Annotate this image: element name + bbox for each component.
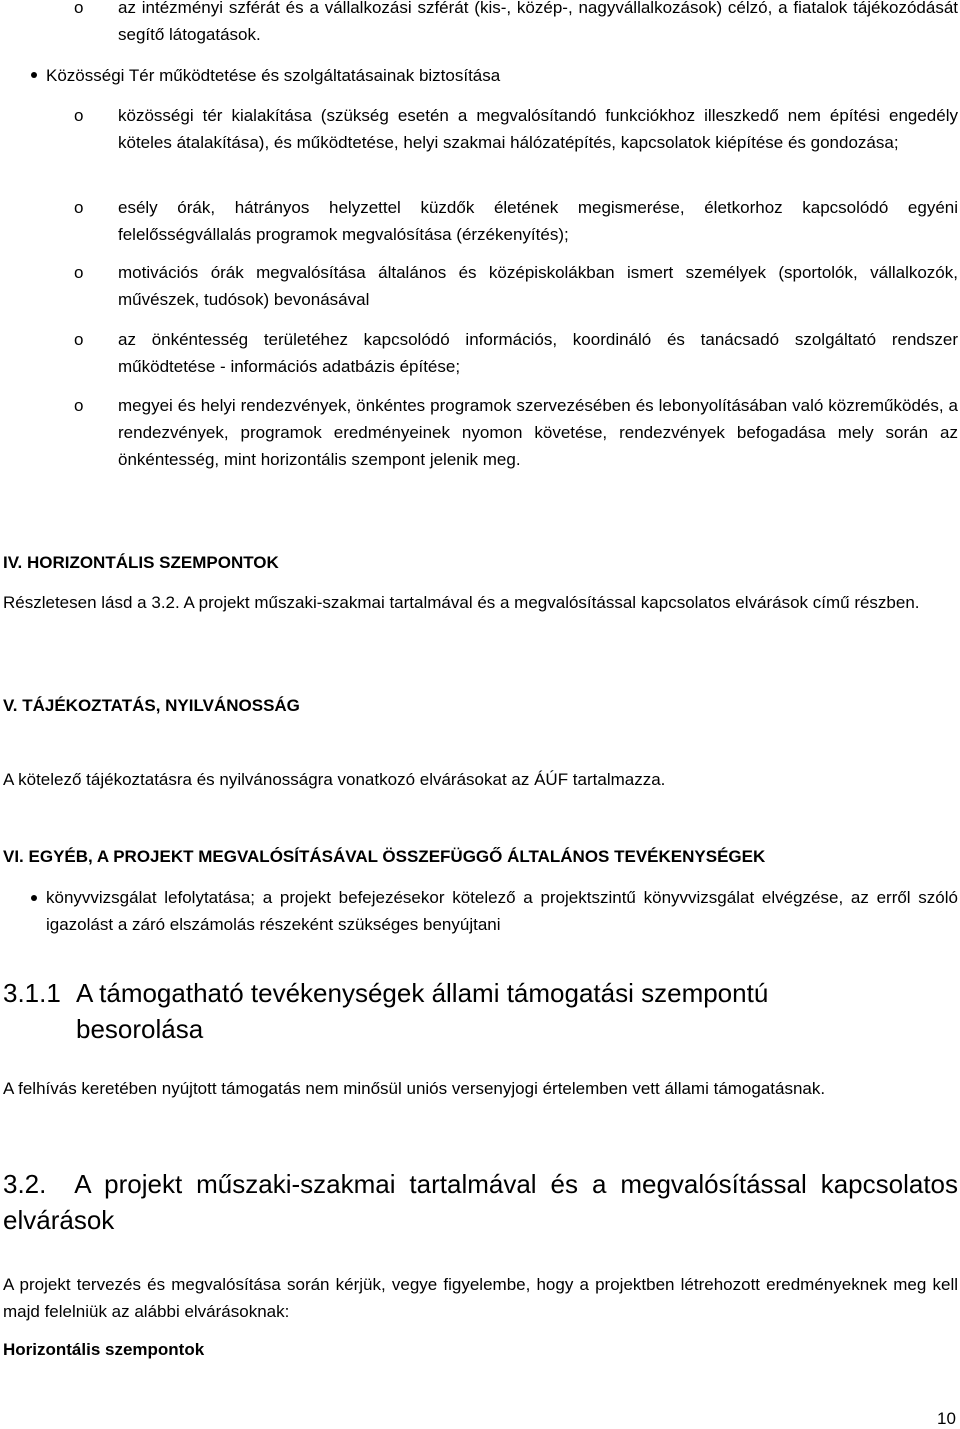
bullet-dot	[31, 72, 37, 78]
section-311-text: A felhívás keretében nyújtott támogatás nem minősül uniós versenyjogi értelemben vett állami támogatásnak.	[3, 1079, 826, 1098]
list-marker-o: o	[74, 330, 84, 349]
page-number: 10	[937, 1409, 956, 1428]
list-marker-o: o	[74, 198, 84, 217]
list-marker-o: o	[74, 106, 84, 125]
list-item-onkentesseg: az önkéntesség területéhez kapcsolódó információs, koordináló és tanácsadó szolgáltató rendszer működtetése - információs adatbázis építése;	[118, 330, 958, 376]
section-v-heading: V. TÁJÉKOZTATÁS, NYILVÁNOSSÁG	[3, 696, 300, 715]
section-32-heading	[3, 1166, 958, 1238]
list-item-fiatalok: az intézményi szférát és a vállalkozási szférát (kis-, közép-, nagyvállalkozások) célzó, a fiatalok tájékozódását segítő látogatások.	[118, 0, 958, 44]
bullet-dot	[31, 895, 37, 901]
list-item-rendezvenyek: megyei és helyi rendezvények, önkéntes programok szervezésében és lebonyolításában való közreműködés, a rendezvények, programok eredményeinek nyomon követése, rendezvények befogadása mely során az önkéntesség, mint horizontális szempont jelenik meg.	[118, 396, 958, 469]
section-32-title: A projekt műszaki-szakmai tartalmával és a megvalósítással kapcsolatos elvárások	[3, 1169, 959, 1235]
section-311-number: 3.1.1	[3, 978, 61, 1008]
section-vi-bullet: könyvvizsgálat lefolytatása; a projekt befejezésekor kötelező a projektszintű könyvvizsgálat elvégzése, az erről szóló igazolást a záró elszámolás részeként szükséges benyújtani	[46, 888, 958, 934]
list-marker-o: o	[74, 263, 84, 282]
list-item-esely-orak: esély órák, hátrányos helyzettel küzdők életének megismerése, életkorhoz kapcsolódó egyéni felelősségvállalás programok megvalósítása (érzékenyítés);	[118, 198, 958, 244]
section-vi-heading: VI. EGYÉB, A PROJEKT MEGVALÓSÍTÁSÁVAL ÖSSZEFÜGGŐ ÁLTALÁNOS TEVÉKENYSÉGEK	[3, 847, 766, 866]
list-marker-o: o	[74, 0, 84, 17]
list-marker-o: o	[74, 396, 84, 415]
list-item-motivacios-orak: motivációs órák megvalósítása általános és középiskolákban ismert személyek (sportolók, vállalkozók, művészek, tudósok) bevonásával	[118, 263, 958, 309]
section-iv-heading: IV. HORIZONTÁLIS SZEMPONTOK	[3, 553, 279, 572]
section-v-text: A kötelező tájékoztatásra és nyilvánosságra vonatkozó elvárásokat az ÁÚF tartalmazza.	[3, 770, 666, 789]
section-32-number: 3.2.	[3, 1169, 47, 1199]
section-iv-text: Részletesen lásd a 3.2. A projekt műszaki-szakmai tartalmával és a megvalósítással kapcsolatos elvárások című részben.	[3, 593, 920, 612]
section-32-text: A projekt tervezés és megvalósítása során kérjük, vegye figyelembe, hogy a projektben létrehozott eredményeknek meg kell majd felelniük az alábbi elvárásoknak:	[3, 1275, 958, 1321]
section-32-subheading: Horizontális szempontok	[3, 1340, 205, 1359]
section-311-title: A támogatható tevékenységek állami támogatási szempontú besorolása	[76, 978, 769, 1044]
bullet-kozossegi-ter: Közösségi Tér működtetése és szolgáltatásainak biztosítása	[46, 66, 501, 85]
list-item-kozossegi-ter-kialakitasa: közösségi tér kialakítása (szükség esetén a megvalósítandó funkciókhoz illeszkedő nem építési engedély köteles átalakítása), és működtetése, helyi szakmai hálózatépítés, kapcsolatok kiépítése és gondozása;	[118, 106, 958, 152]
